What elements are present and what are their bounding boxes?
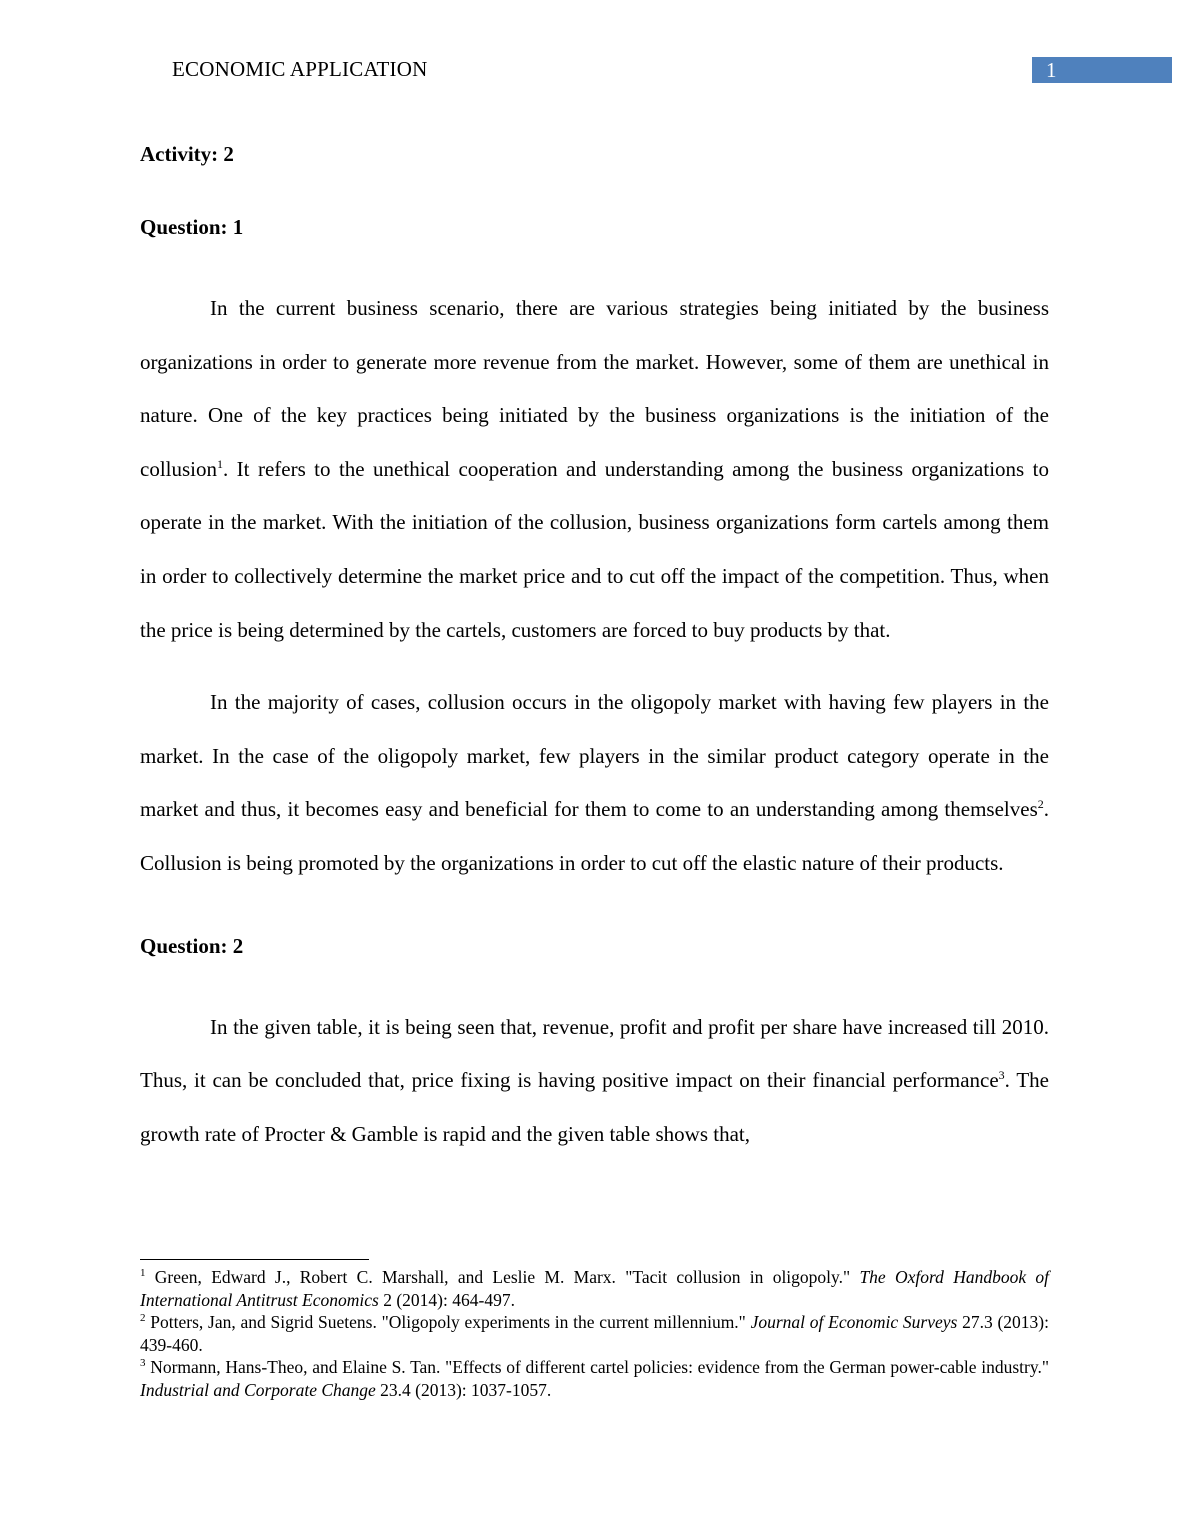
paragraph-text: In the majority of cases, collusion occurs in the oligopoly market with having few players in the market. In the case of the oligopoly market, few players in the similar product category operate in the market and thus, it becomes easy and beneficial for them to come to an understanding among themselves <box>140 690 1049 822</box>
footnote-number: 3 <box>140 1357 146 1370</box>
page-number-badge: 1 <box>1032 57 1172 83</box>
footnote-2 <box>140 1311 1049 1356</box>
footnote-details: 2 (2014): 464-497. <box>378 1289 515 1310</box>
footnote-ref-1[interactable]: 1 <box>217 456 223 471</box>
question-1-paragraph-1 <box>140 282 1049 657</box>
footnote-separator <box>140 1259 369 1260</box>
question-2-heading: Question: 2 <box>140 933 244 958</box>
paragraph-text: . It refers to the unethical cooperation and understanding among the business organizations to operate in the market. With the initiation of the collusion, business organizations form cartels among them in order to collectively determine the market price and to cut off the impact of the competition. Thus, when the price is being determined by the cartels, customers are forced to buy products by that. <box>140 456 1049 642</box>
footnotes-section <box>140 1266 1049 1401</box>
activity-heading: Activity: 2 <box>140 142 234 166</box>
footnote-source: The Oxford Handbook of International Antitrust Economics <box>140 1267 1049 1310</box>
footnote-text: Green, Edward J., Robert C. Marshall, and Leslie M. Marx. "Tacit collusion in oligopoly." <box>145 1267 860 1287</box>
footnote-text: Normann, Hans-Theo, and Elaine S. Tan. "Effects of different cartel policies: evidence from the German power-cable industry." <box>145 1357 1049 1377</box>
footnote-ref-3[interactable]: 3 <box>998 1068 1005 1083</box>
footnote-source: Industrial and Corporate Change <box>140 1379 376 1400</box>
footnote-number: 1 <box>140 1267 146 1280</box>
question-1-paragraph-2 <box>140 676 1049 890</box>
question-1-heading: Question: 1 <box>140 215 244 239</box>
footnote-source: Journal of Economic Surveys <box>750 1312 958 1332</box>
footnote-text: Potters, Jan, and Sigrid Suetens. "Oligopoly experiments in the current millennium." <box>145 1312 751 1332</box>
footnote-3 <box>140 1356 1049 1401</box>
footnote-number: 2 <box>140 1312 146 1325</box>
footnote-details: 27.3 (2013): 439-460. <box>140 1312 1049 1355</box>
document-body <box>140 136 1049 1161</box>
footnote-1 <box>140 1266 1049 1311</box>
footnote-ref-2[interactable]: 2 <box>1037 797 1044 812</box>
paragraph-text: . The growth rate of Procter & Gamble is rapid and the given table shows that, <box>140 1068 1049 1146</box>
paragraph-text: . Collusion is being promoted by the organizations in order to cut off the elastic nature of their products. <box>140 797 1049 875</box>
paragraph-text: In the current business scenario, there are various strategies being initiated by the business organizations in order to generate more revenue from the market. However, some of them are unethical in nature. One of the key practices being initiated by the business organizations is the initiation of the collusion <box>140 296 1049 481</box>
footnote-details: 23.4 (2013): 1037-1057. <box>375 1379 552 1400</box>
running-header-title: ECONOMIC APPLICATION <box>172 57 428 81</box>
question-2-paragraph-1 <box>140 1001 1049 1162</box>
paragraph-text: In the given table, it is being seen that, revenue, profit and profit per share have increased till 2010. Thus, it can be concluded that, price fixing is having positive impact on their financial performance <box>140 1014 1049 1093</box>
